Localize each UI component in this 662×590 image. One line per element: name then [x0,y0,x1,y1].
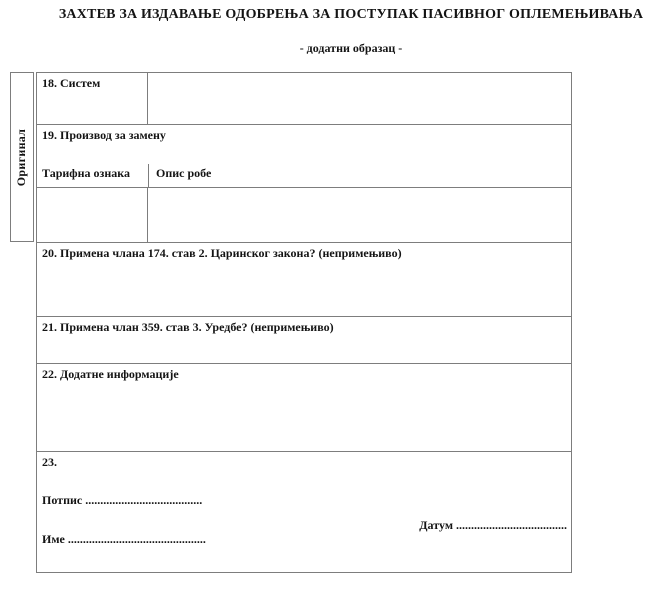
field-22-row [37,364,571,452]
field-21-row [37,317,571,364]
field-18-row [37,73,571,125]
tariff-code-value-cell[interactable] [37,188,148,242]
field-21-label: 21. Примена члан 359. став 3. Уредбе? (непримењиво) [42,320,334,334]
tariff-code-column-header: Тарифна ознака [42,166,130,180]
field-20-label: 20. Примена члана 174. став 2. Царинског закона? (непримењиво) [42,246,402,260]
field-19-column-headers [37,164,571,187]
original-copy-label: Оригинал [14,128,29,186]
original-copy-marker [10,72,34,242]
field-20-row [37,243,571,317]
field-19-row [37,125,571,188]
form-table [36,72,572,573]
page-title: ЗАХТЕВ ЗА ИЗДАВАЊЕ ОДОБРЕЊА ЗА ПОСТУПАК ПАСИВНОГ ОПЛЕМЕЊИВАЊА [58,7,644,22]
field-23-row [37,452,571,572]
goods-description-column-header: Опис робе [148,164,571,187]
signature-line: Потпис ....................................... [42,493,203,507]
field-23-label: 23. [42,455,57,469]
name-line: Име .............................................. [42,532,206,546]
field-18-label: 18. Систем [37,73,148,124]
field-19-label: 19. Производ за замену [42,128,166,142]
field-22-label: 22. Додатне информације [42,367,179,381]
field-18-value-cell[interactable] [148,73,571,124]
page-subtitle: - додатни образац - [299,41,403,55]
field-19-data-row [37,188,571,243]
goods-description-value-cell[interactable] [148,188,571,242]
date-line: Датум ..................................... [419,518,567,532]
